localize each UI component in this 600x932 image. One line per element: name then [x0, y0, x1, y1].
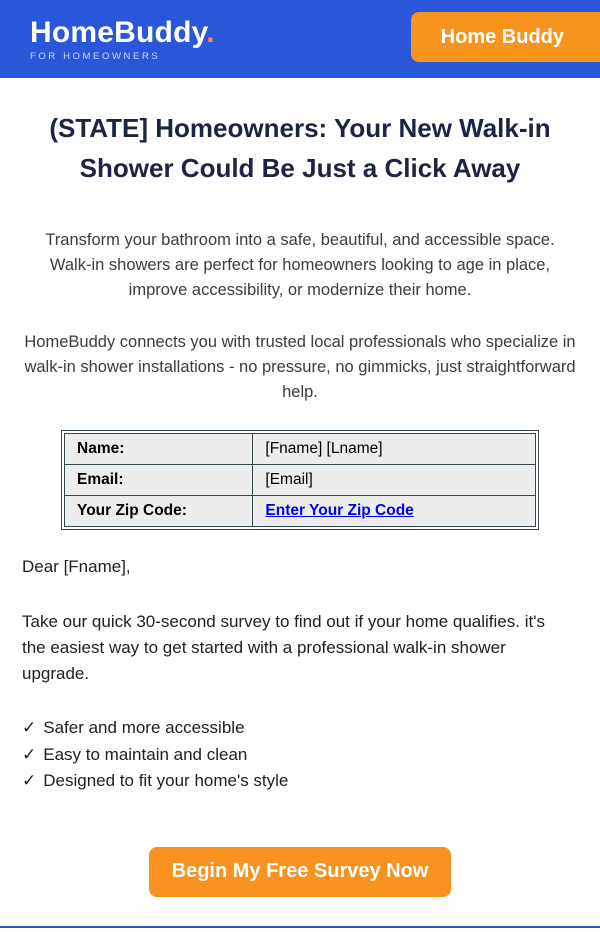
logo-dot: .	[206, 15, 215, 49]
homebuddy-logo	[0, 17, 215, 62]
list-item	[22, 715, 576, 742]
cta-container	[0, 847, 600, 897]
zip-value-cell	[253, 496, 536, 527]
email-value: [Email]	[253, 465, 536, 496]
footer-divider	[0, 926, 600, 928]
home-buddy-header-button[interactable]: Home Buddy	[411, 12, 600, 62]
checkmark-icon: ✓	[22, 718, 37, 737]
intro-paragraph-2: HomeBuddy connects you with trusted local professionals who specialize in walk-in shower installations - no pressure, no gimmicks, just straightforward help.	[24, 333, 576, 401]
intro-paragraph-1: Transform your bathroom into a safe, beautiful, and accessible space. Walk-in showers are perfect for homeowners looking to age in place, improve accessibility, or modernize their home.	[45, 231, 555, 299]
table-row-email	[65, 465, 536, 496]
name-value: [Fname] [Lname]	[253, 434, 536, 465]
table-row-name	[65, 434, 536, 465]
enter-zip-code-link[interactable]: Enter Your Zip Code	[265, 502, 414, 519]
greeting-text: Dear [Fname],	[22, 557, 131, 576]
header-bar	[0, 0, 600, 78]
checklist-item-text: Designed to fit your home's style	[43, 771, 289, 790]
checklist-item-text: Easy to maintain and clean	[43, 744, 248, 764]
logo-text: HomeBuddy	[30, 15, 207, 49]
contact-table	[61, 430, 539, 530]
checklist-item-text: Safer and more accessible	[43, 718, 245, 737]
logo-tagline: FOR HOMEOWNERS	[30, 50, 161, 62]
survey-paragraph: Take our quick 30-second survey to find out if your home qualifies. it's the easiest way to get started with a professional walk-in shower upgrade.	[22, 612, 545, 683]
list-item	[22, 742, 576, 769]
begin-survey-button[interactable]: Begin My Free Survey Now	[149, 847, 451, 897]
table-row-zip	[65, 496, 536, 527]
list-item	[22, 768, 576, 795]
email-label: Email:	[65, 465, 253, 496]
name-label: Name:	[65, 434, 253, 465]
benefits-checklist	[22, 715, 576, 795]
logo-wordmark	[30, 17, 215, 49]
zip-label: Your Zip Code:	[65, 496, 253, 527]
checkmark-icon: ✓	[22, 771, 37, 790]
checkmark-icon: ✓	[22, 744, 37, 764]
page-title: (STATE] Homeowners: Your New Walk-in Shower Could Be Just a Click Away	[49, 113, 551, 183]
